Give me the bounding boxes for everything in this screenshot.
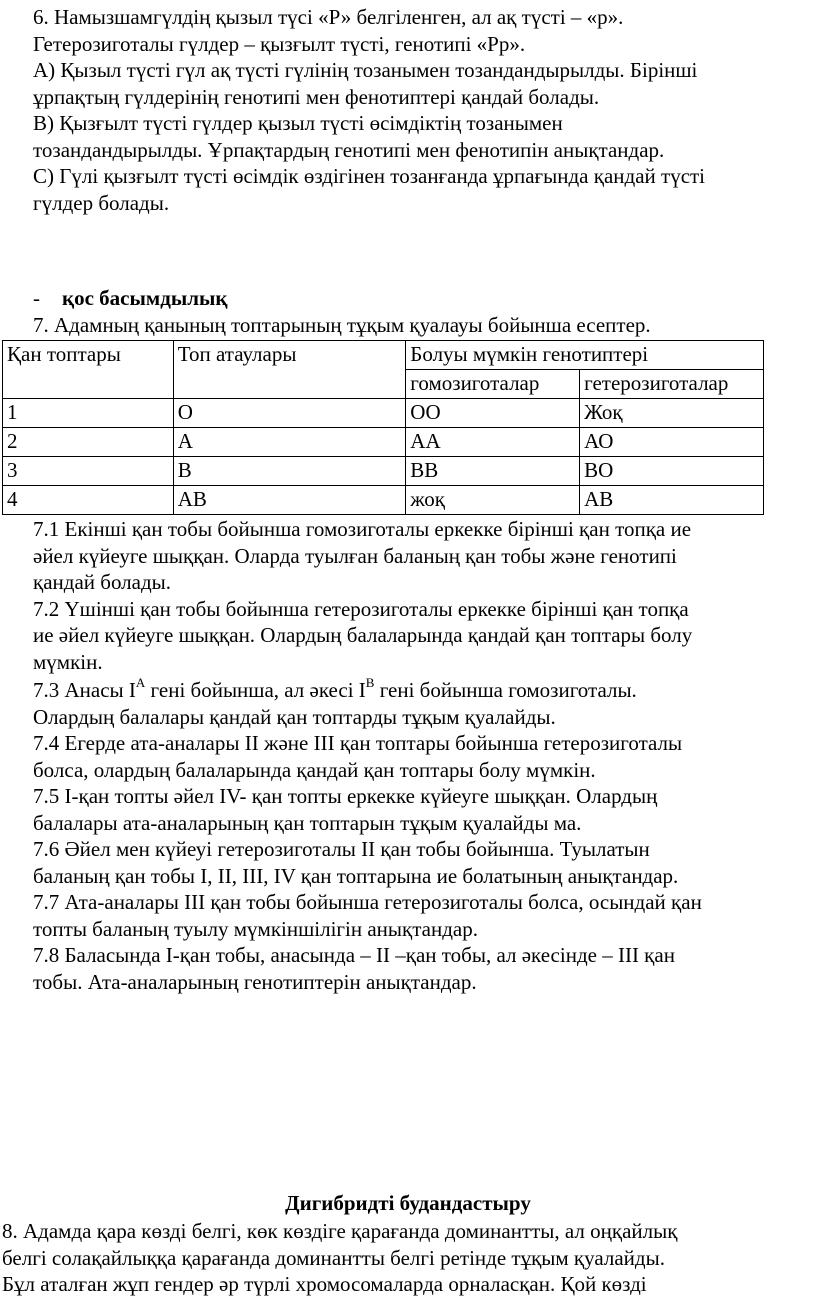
table-cell: АВ — [173, 486, 406, 515]
text-line: 6. Намызшамгүлдің қызыл түсі «Р» белгіленген, ал ақ түсті – «р». — [33, 5, 624, 29]
table-cell: ВВ — [406, 457, 580, 486]
problems-7 — [33, 516, 816, 995]
codominance-heading — [33, 285, 816, 338]
section-title: қос басымдылық — [62, 286, 228, 310]
problem-7-3-line: Олардың балалары қандай қан топтарды тұқым қуалайды. — [33, 704, 556, 729]
table-row — [3, 457, 764, 486]
table-cell: АВ — [580, 486, 764, 515]
table-row — [3, 486, 764, 515]
header-heterozygous: гетерозиготалар — [580, 370, 764, 399]
problem-8 — [2, 1218, 816, 1298]
header-possible-genotypes: Болуы мүмкін генотиптері — [406, 341, 764, 370]
table-cell: В — [173, 457, 406, 486]
problem-7-1-line: 7.1 Екінші қан тобы бойынша гомозиготалы еркекке бірінші қан топқа ие — [33, 517, 692, 541]
list-dash: - — [33, 286, 40, 310]
problem-7-intro: 7. Адамның қанының топтарының тұқым қуалауы бойынша есептер. — [33, 312, 651, 337]
text-line: гүлдер болады. — [33, 190, 170, 215]
problem-7-8-line: 7.8 Баласында I-қан тобы, анасында – II –қан тобы, ал әкесінде – III қан — [33, 943, 675, 967]
problem-7-8-line: тобы. Ата-аналарының генотиптерін анықтандар. — [33, 969, 477, 994]
table-cell: А — [173, 428, 406, 457]
problem-7-4-line: болса, олардың балаларында қандай қан топтары болу мүмкін. — [33, 757, 596, 782]
table-cell: 1 — [3, 399, 174, 428]
table-cell: жоқ — [406, 486, 580, 515]
problem-7-3-line — [33, 677, 816, 704]
problem-7-7-line: топты баланың туылу мүмкіншілігін анықтандар. — [33, 916, 478, 941]
problem-7-7-line: 7.7 Ата-аналары III қан тобы бойынша гетерозиготалы болса, осындай қан — [33, 890, 702, 914]
table-cell: ВО — [580, 457, 764, 486]
problem-7-1-line: әйел күйеуге шыққан. Оларда туылған баланың қан тобы және генотипі — [33, 543, 677, 568]
problem-7-6-line: 7.6 Әйел мен күйеуі гетерозиготалы II қан тобы бойынша. Туылатын — [33, 837, 650, 861]
text-line: С) Гүлі қызғылт түсті өсімдік өздігінен тозанғанда ұрпағында қандай түсті — [33, 164, 706, 188]
heading-line — [33, 285, 816, 312]
table-cell: О — [173, 399, 406, 428]
problem-6 — [33, 4, 816, 216]
text-line: В) Қызғылт түсті гүлдер қызыл түсті өсімдіктің тозанымен — [33, 111, 563, 135]
table-cell: 3 — [3, 457, 174, 486]
problem-7-5-line: балалары ата-аналарының қан топтарын тұқым қуалайды ма. — [33, 810, 582, 835]
text-fragment: 7.3 Анасы I — [33, 678, 136, 702]
problem-7-1-line: қандай болады. — [33, 570, 172, 594]
problem-8-line: Бұл аталған жұп гендер әр түрлі хромосомаларда орналасқан. Қой көзді — [2, 1272, 647, 1296]
header-homozygous: гомозиготалар — [406, 370, 580, 399]
text-line: ұрпақтың гүлдерінің генотипі мен фенотиптері қандай болады. — [33, 84, 600, 109]
problem-7-2-line: мүмкін. — [33, 649, 103, 674]
text-line: тозандандырылды. Ұрпақтардың генотипі мен фенотипін анықтандар. — [33, 137, 665, 162]
text-line: Гетерозиготалы гүлдер – қызғылт түсті, генотипі «Рр». — [33, 31, 526, 56]
allele-superscript-b: В — [365, 675, 375, 690]
problem-7-2-line: 7.2 Үшінші қан тобы бойынша гетерозиготалы еркекке бірінші қан топқа — [33, 596, 689, 621]
text-fragment: гені бойынша гомозиготалы. — [374, 678, 637, 702]
problem-8-line: белгі солақайлыққа қарағанда доминантты белгі ретінде тұқым қуалайды. — [2, 1245, 665, 1270]
problem-7-5-line: 7.5 I-қан топты әйел IV- қан топты еркекке күйеуге шыққан. Олардың — [33, 784, 658, 808]
problem-7-2-line: ие әйел күйеуге шыққан. Олардың балаларында қандай қан топтары болу — [33, 623, 693, 647]
table-header-row — [3, 341, 764, 370]
table-cell: ОО — [406, 399, 580, 428]
allele-superscript-a: А — [135, 675, 146, 690]
problem-8-line: 8. Адамда қара көзді белгі, көк көздіге қарағанда доминантты, ал оңқайлық — [2, 1219, 678, 1243]
text-fragment: гені бойынша, ал әкесі I — [145, 678, 366, 702]
table-cell: Жоқ — [580, 399, 764, 428]
dihybrid-title: Дигибридті будандастыру — [285, 1191, 531, 1215]
blood-group-table — [2, 340, 764, 515]
text-line: А) Қызыл түсті гүл ақ түсті гүлінің тозанымен тозандандырылды. Бірінші — [33, 58, 698, 82]
header-group-names: Топ атаулары — [173, 341, 406, 399]
table-row — [3, 399, 764, 428]
table-cell: 4 — [3, 486, 174, 515]
header-blood-groups: Қан топтары — [3, 341, 174, 399]
table-row — [3, 428, 764, 457]
problem-7-4-line: 7.4 Егерде ата-аналары II және III қан топтары бойынша гетерозиготалы — [33, 731, 683, 755]
problem-7-6-line: баланың қан тобы I, II, III, IV қан топтарына ие болатының анықтандар. — [33, 863, 679, 888]
table-cell: АО — [580, 428, 764, 457]
table-cell: АА — [406, 428, 580, 457]
table-cell: 2 — [3, 428, 174, 457]
